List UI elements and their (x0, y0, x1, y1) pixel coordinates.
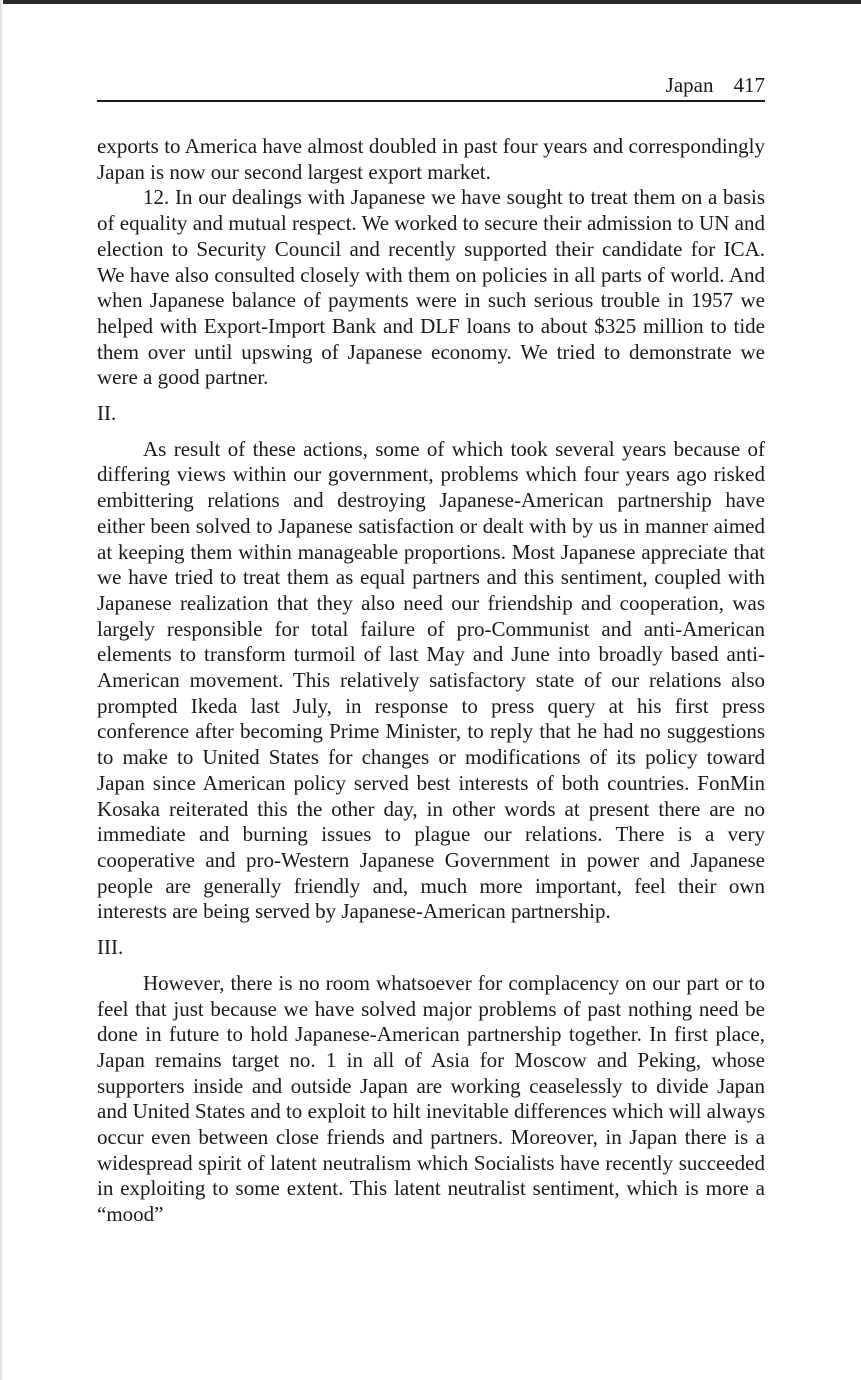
running-head (97, 70, 765, 102)
page-number: 417 (733, 73, 765, 97)
scan-top-edge (0, 0, 861, 4)
scan-left-edge (0, 0, 3, 1380)
paragraph-continued: exports to America have almost doubled in past four years and correspondingly Japan is now our second largest export market. (97, 134, 765, 184)
section-2-paragraph: As result of these actions, some of which took several years because of differing views within our government, problems which four years ago risked embittering relations and destroying Japanese-American partnership have either been solved to Japanese satisfaction or dealt with by us in manner aimed at keeping them within manageable proportions. Most Japanese appreciate that we have tried to treat them as equal partners and this sentiment, coupled with Japanese realization that they also need our friendship and cooperation, was largely responsible for total failure of pro-Communist and anti-American elements to transform turmoil of last May and June into broadly based anti-American movement. This relatively satisfactory state of our relations also prompted Ikeda last July, in response to press query at his first press conference after becoming Prime Minister, to reply that he had no suggestions to make to United States for changes or modifications of its policy toward Japan since American policy served best interests of both countries. FonMin Kosaka reiterated this the other day, in other words at present there are no immediate and burning issues to plague our relations. There is a very cooperative and pro-Western Japanese Government in power and Japanese people are generally friendly and, much more important, feel their own interests are being served by Japanese-American partnership. (97, 436, 765, 924)
paragraph-12: 12. In our dealings with Japanese we have sought to treat them on a basis of equality and mutual respect. We worked to secure their admission to UN and election to Security Council and recently supported their candidate for ICA. We have also consulted closely with them on policies in all parts of world. And when Japanese balance of payments were in such serious trouble in 1957 we helped with Export-Import Bank and DLF loans to about $325 million to tide them over until upswing of Japanese economy. We tried to demonstrate we were a good partner. (97, 185, 765, 390)
section-title: Japan (665, 73, 714, 97)
section-3-paragraph: However, there is no room whatsoever for complacency on our part or to feel that just because we have solved major problems of past nothing need be done in future to hold Japanese-American partnership together. In first place, Japan remains target no. 1 in all of Asia for Moscow and Peking, whose supporters inside and outside Japan are working ceaselessly to divide Japan and United States and to exploit to hilt inevitable differences which will always occur even between close friends and partners. Moreover, in Japan there is a widespread spirit of latent neutralism which Socialists have recently succeeded in exploiting to some extent. This latent neutralist sentiment, which is more a “mood” (97, 970, 765, 1227)
body-text (97, 134, 765, 1228)
section-number-3: III. (97, 935, 124, 960)
section-number-2: II. (97, 401, 117, 426)
